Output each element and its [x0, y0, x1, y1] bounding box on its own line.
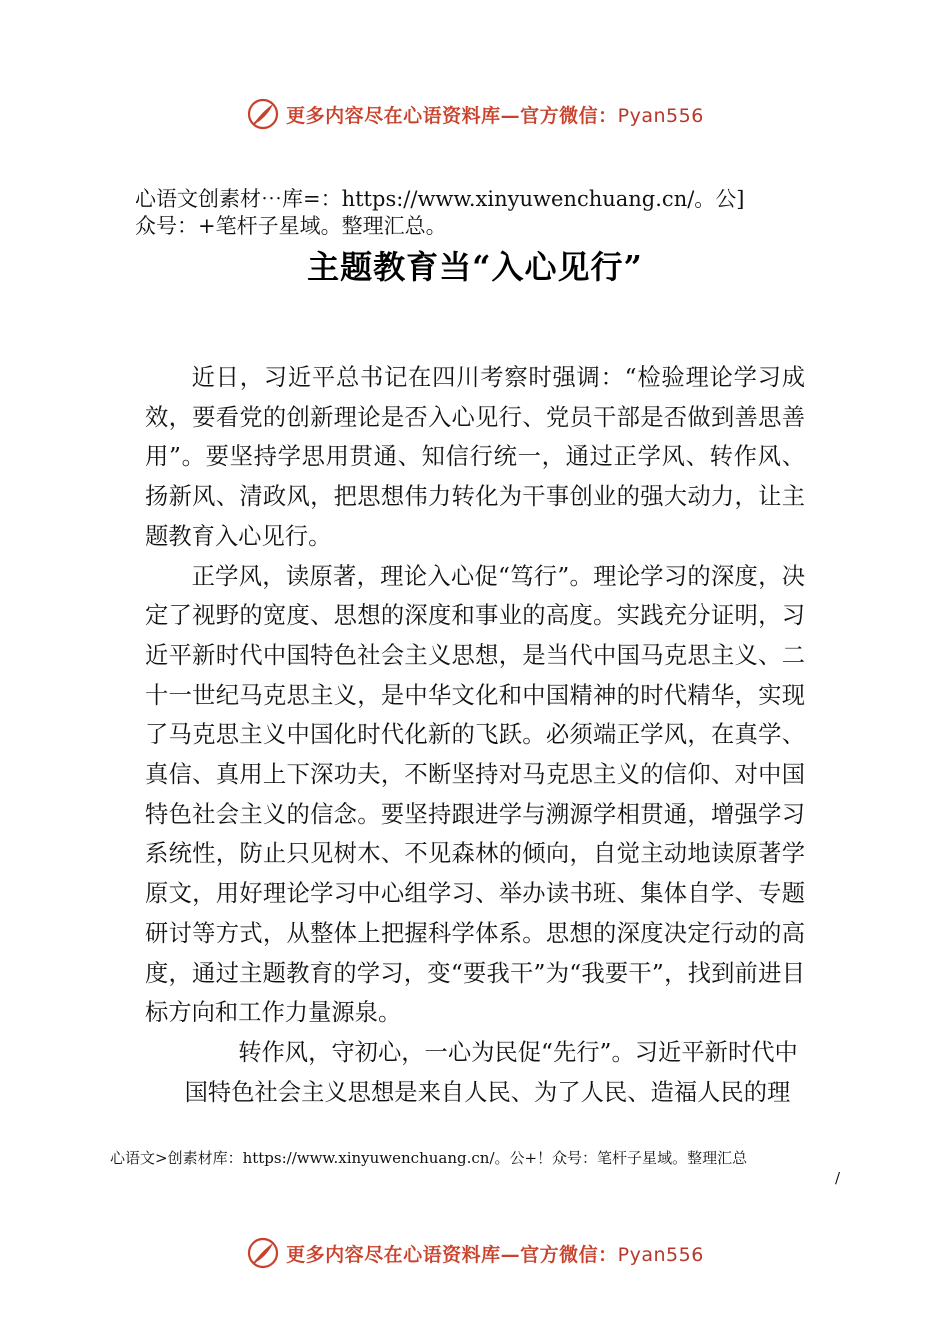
paragraph-3-line-2: 国特色社会主义思想是来自人民、为了人民、造福人民的理: [184, 1078, 791, 1106]
wechat-id: Pyan556: [617, 104, 704, 127]
paragraph-1: 近日，习近平总书记在四川考察时强调：“检验理论学习成效，要看党的创新理论是否入心见行、党员干部是否做到善思善用”。要坚持学思用贯通、知信行统一，通过正学风、转作风、扬新风、清政风，把思想伟力转化为干事创业的强大动力，让主题教育入心见行。: [145, 364, 805, 550]
quill-seal-icon: [246, 1236, 280, 1270]
footer-text: 心语文>创素材库：https://www.xinyuwenchuang.cn/。公+！众号：笔杆子星域。整理汇总: [110, 1149, 748, 1167]
bottom-banner: [0, 1233, 950, 1273]
document-title: 主题教育当“入心见行”: [307, 248, 643, 286]
banner-text: 更多内容尽在心语资料库—官方微信：Pyan556: [286, 104, 704, 127]
paragraph-3-line-1: 转作风，守初心，一心为民促“先行”。习近平新时代中: [238, 1038, 798, 1066]
source-line-1: 心语文创素材⋯库=：https://www.xinyuwenchuang.cn/。公]: [135, 187, 745, 211]
footer-source: [110, 1148, 840, 1188]
wechat-id: Pyan556: [617, 1243, 704, 1266]
paragraph-3: [145, 1033, 805, 1112]
paragraph-2: 正学风，读原著，理论入心促“笃行”。理论学习的深度，决定了视野的宽度、思想的深度和事业的高度。实践充分证明，习近平新时代中国特色社会主义思想，是当代中国马克思主义、二十一世纪马克思主义，是中华文化和中国精神的时代精华，实现了马克思主义中国化时代化新的飞跃。必须端正学风，在真学、真信、真用上下深功夫，不断坚持对马克思主义的信仰、对中国特色社会主义的信念。要坚持跟进学与溯源学相贯通，增强学习系统性，防止只见树木、不见森林的倾向，自觉主动地读原著学原文，用好理论学习中心组学习、举办读书班、集体自学、专题研讨等方式，从整体上把握科学体系。思想的深度决定行动的高度，通过主题教育的学习，变“要我干”为“我要干”，找到前进目标方向和工作力量源泉。: [145, 562, 805, 1027]
footer-slash: /: [834, 1169, 840, 1187]
top-banner: [0, 94, 950, 134]
document-body: [145, 358, 805, 1112]
source-line-2: 众号：+笔杆子星域。整理汇总。: [135, 214, 447, 238]
quill-seal-icon: [246, 97, 280, 131]
banner-text: 更多内容尽在心语资料库—官方微信：Pyan556: [286, 1243, 704, 1266]
